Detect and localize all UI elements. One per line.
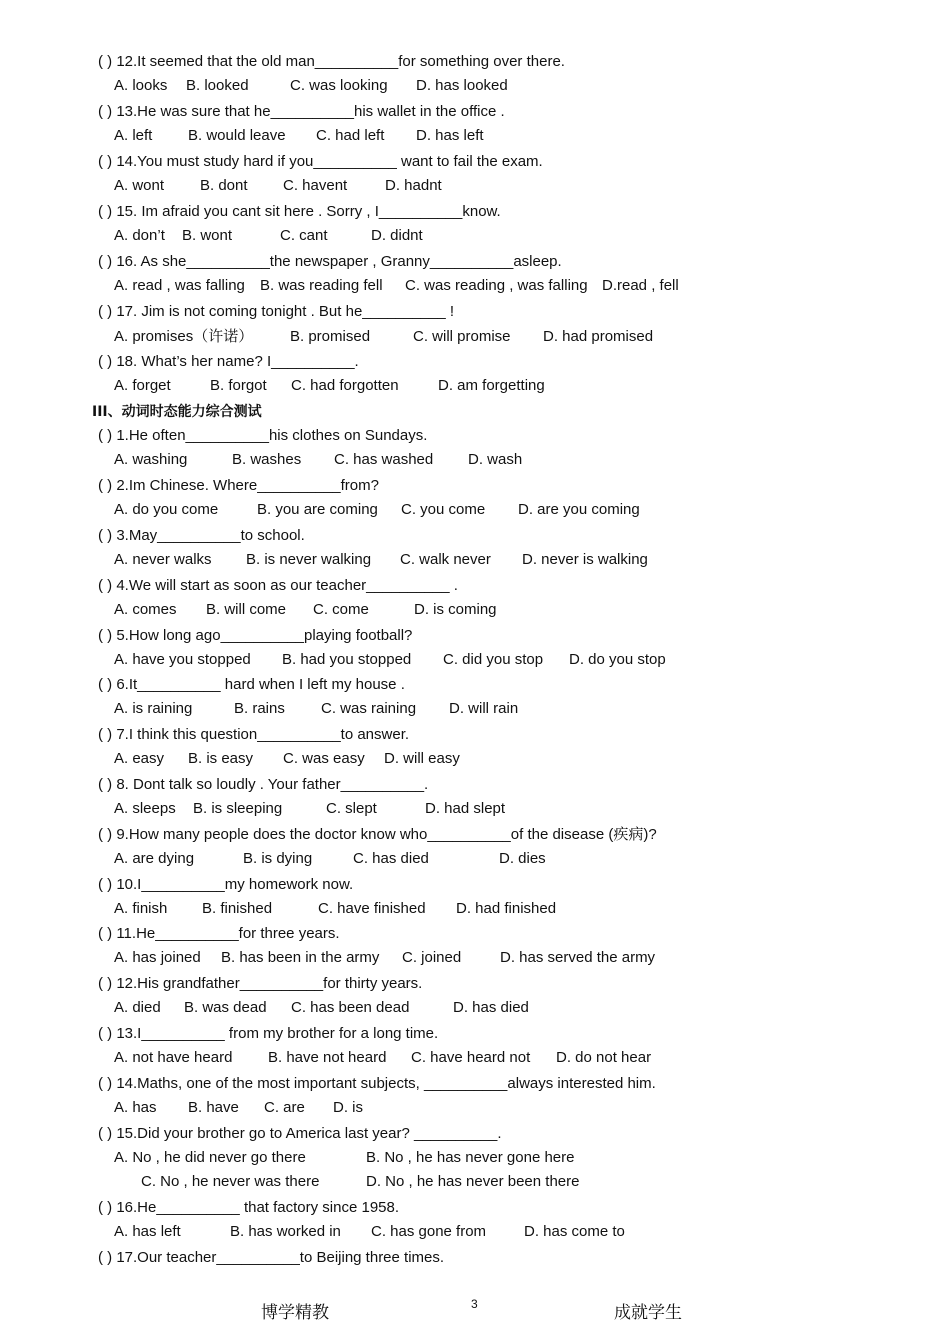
option-a: A. not have heard <box>114 1049 233 1066</box>
question-stem: ( ) 2.Im Chinese. Where__________from? <box>98 477 379 494</box>
question-stem: ( ) 1.He often__________his clothes on Sundays. <box>98 427 428 444</box>
option-b: B. is easy <box>188 750 254 767</box>
option-a: A. promises（许诺） <box>114 328 254 345</box>
question-stem: ( ) 6.It__________ hard when I left my house . <box>98 676 405 693</box>
question-stem: ( ) 13.He was sure that he__________his wallet in the office . <box>98 103 505 120</box>
option-b: B. wont <box>182 227 233 244</box>
option-c: C. havent <box>283 177 348 194</box>
option-c: C. come <box>313 601 369 618</box>
option-a: A. never walks <box>114 551 212 568</box>
option-b: B. you are coming <box>257 501 378 518</box>
option-d: D. has looked <box>416 77 508 94</box>
option-a: A. has left <box>114 1223 181 1240</box>
option-a: A. do you come <box>114 501 219 518</box>
option-a: A. read , was falling <box>114 277 245 294</box>
option-c: C. has gone from <box>371 1223 487 1240</box>
option-a: A. has joined <box>114 949 201 966</box>
option-d: D. do not hear <box>556 1049 652 1066</box>
option-d: D. is coming <box>414 601 497 618</box>
option-d: D. never is walking <box>522 551 648 568</box>
footer-right-motto: 成就学生 <box>614 1303 682 1323</box>
option-b: B. looked <box>186 77 249 94</box>
option-a: A. sleeps <box>114 800 176 817</box>
option-c: C. was looking <box>290 77 388 94</box>
option-c: C. joined <box>402 949 462 966</box>
option-b: B. is dying <box>243 850 313 867</box>
option-d: D. has died <box>453 999 529 1016</box>
option-c: C. have finished <box>318 900 426 917</box>
option-d: D. has served the army <box>500 949 656 966</box>
option-d: D. will easy <box>384 750 460 767</box>
option-c: C. has died <box>353 850 429 867</box>
option-a: A. wont <box>114 177 165 194</box>
question-stem: ( ) 8. Dont talk so loudly . Your father__________. <box>98 776 429 793</box>
option-d: D. dies <box>499 850 546 867</box>
option-d: D.read , fell <box>602 277 679 294</box>
option-c: C. you come <box>401 501 486 518</box>
option-a: A. is raining <box>114 700 193 717</box>
option-c: C. has been dead <box>291 999 410 1016</box>
option-b: B. promised <box>290 328 371 345</box>
option-d: D. has left <box>416 127 484 144</box>
question-stem: ( ) 18. What’s her name? I__________. <box>98 353 359 370</box>
option-b: B. No , he has never gone here <box>366 1149 575 1166</box>
option-a: A. looks <box>114 77 168 94</box>
option-d: D. hadnt <box>385 177 442 194</box>
option-a: A. has <box>114 1099 157 1116</box>
option-b: B. finished <box>202 900 273 917</box>
question-stem: ( ) 16. As she__________the newspaper , Granny__________asleep. <box>98 253 562 270</box>
option-a: A. left <box>114 127 153 144</box>
option-b: B. had you stopped <box>282 651 412 668</box>
option-c: C. was raining <box>321 700 417 717</box>
option-d: D. didnt <box>371 227 423 244</box>
option-a: A. forget <box>114 377 171 394</box>
page-number: 3 <box>471 1297 478 1311</box>
section-heading: III、动词时态能力综合测试 <box>92 404 262 420</box>
option-a: A. died <box>114 999 161 1016</box>
option-b: B. has been in the army <box>221 949 380 966</box>
question-stem: ( ) 7.I think this question__________to answer. <box>98 726 410 743</box>
option-a: A. don’t <box>114 227 165 244</box>
option-d: D. had finished <box>456 900 557 917</box>
option-b: B. was dead <box>184 999 267 1016</box>
footer-left-motto: 博学精教 <box>261 1303 329 1323</box>
option-c: C. will promise <box>413 328 511 345</box>
question-stem: ( ) 10.I__________my homework now. <box>98 876 354 893</box>
option-c: C. are <box>264 1099 305 1116</box>
option-b: B. was reading fell <box>260 277 383 294</box>
option-a: A. easy <box>114 750 165 767</box>
option-d: D. are you coming <box>518 501 640 518</box>
option-b: B. would leave <box>188 127 286 144</box>
option-b: B. will come <box>206 601 287 618</box>
option-a: A. finish <box>114 900 168 917</box>
option-c: C. was easy <box>283 750 365 767</box>
option-c: C. have heard not <box>411 1049 531 1066</box>
option-c: C. was reading , was falling <box>405 277 588 294</box>
option-b: B. have not heard <box>268 1049 387 1066</box>
question-stem: ( ) 16.He__________ that factory since 1958. <box>98 1199 400 1216</box>
question-stem: ( ) 15. Im afraid you cant sit here . Sorry , I__________know. <box>98 203 501 220</box>
option-a: A. are dying <box>114 850 195 867</box>
option-c: C. walk never <box>400 551 491 568</box>
option-d: D. is <box>333 1099 363 1116</box>
question-stem: ( ) 13.I__________ from my brother for a long time. <box>98 1025 439 1042</box>
option-d: D. had promised <box>543 328 654 345</box>
option-a: A. comes <box>114 601 177 618</box>
question-stem: ( ) 17.Our teacher__________to Beijing three times. <box>98 1249 445 1266</box>
question-stem: ( ) 4.We will start as soon as our teacher__________ . <box>98 577 458 594</box>
option-c: C. slept <box>326 800 377 817</box>
question-stem: ( ) 14.Maths, one of the most important subjects, __________always interested him. <box>98 1075 656 1092</box>
option-a: A. No , he did never go there <box>114 1149 306 1166</box>
option-b: B. has worked in <box>230 1223 341 1240</box>
question-stem: ( ) 9.How many people does the doctor know who__________of the disease (疾病)? <box>98 826 657 843</box>
option-c: C. cant <box>280 227 328 244</box>
option-c: C. had forgotten <box>291 377 399 394</box>
option-b: B. rains <box>234 700 285 717</box>
question-stem: ( ) 5.How long ago__________playing football? <box>98 627 413 644</box>
option-c: C. has washed <box>334 451 434 468</box>
question-stem: ( ) 15.Did your brother go to America last year? __________. <box>98 1125 502 1142</box>
option-d: D. am forgetting <box>438 377 545 394</box>
option-a: A. washing <box>114 451 188 468</box>
option-b: B. dont <box>200 177 248 194</box>
option-c: C. had left <box>316 127 385 144</box>
option-d: D. will rain <box>449 700 519 717</box>
question-stem: ( ) 3.May__________to school. <box>98 527 305 544</box>
option-d: D. No , he has never been there <box>366 1173 580 1190</box>
option-d: D. wash <box>468 451 523 468</box>
question-stem: ( ) 17. Jim is not coming tonight . But he__________ ! <box>98 303 455 320</box>
option-b: B. forgot <box>210 377 267 394</box>
option-d: D. had slept <box>425 800 506 817</box>
option-b: B. is never walking <box>246 551 372 568</box>
question-stem: ( ) 12.His grandfather__________for thirty years. <box>98 975 423 992</box>
question-stem: ( ) 12.It seemed that the old man__________for something over there. <box>98 53 565 70</box>
option-c: C. did you stop <box>443 651 544 668</box>
option-d: D. has come to <box>524 1223 625 1240</box>
question-stem: ( ) 14.You must study hard if you__________ want to fail the exam. <box>98 153 543 170</box>
option-b: B. washes <box>232 451 302 468</box>
option-d: D. do you stop <box>569 651 666 668</box>
option-c: C. No , he never was there <box>141 1173 320 1190</box>
option-a: A. have you stopped <box>114 651 251 668</box>
question-stem: ( ) 11.He__________for three years. <box>98 925 340 942</box>
option-b: B. is sleeping <box>193 800 283 817</box>
option-b: B. have <box>188 1099 239 1116</box>
